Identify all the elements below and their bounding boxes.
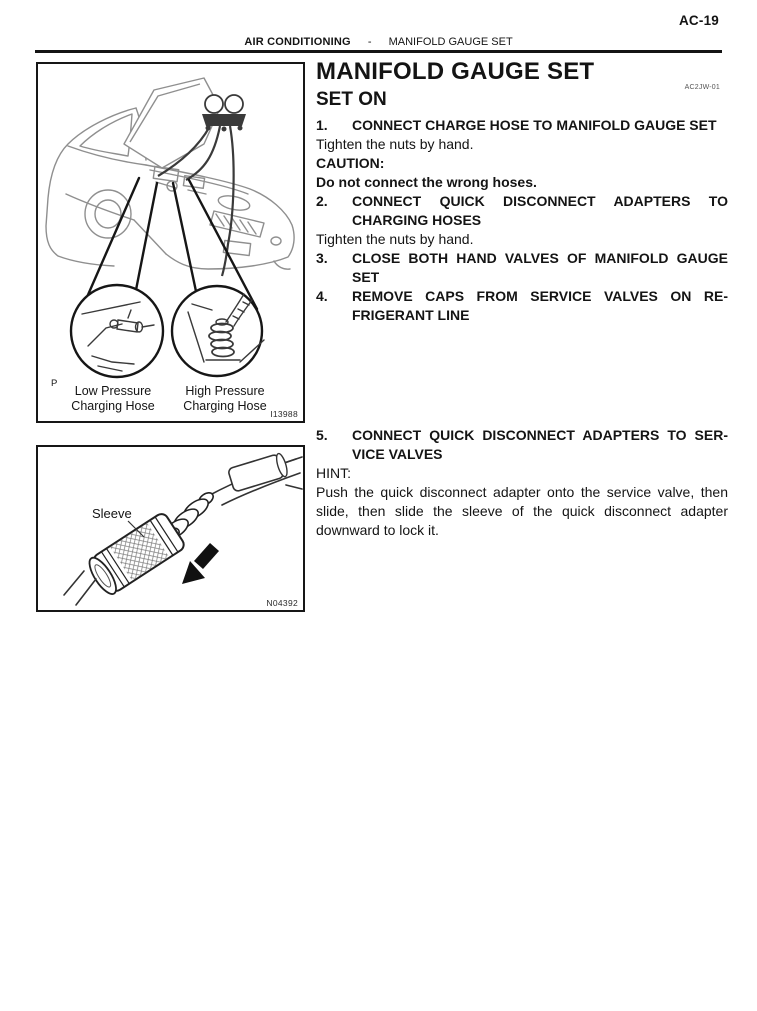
hint-text: Push the quick disconnect adapter onto the service valve, then slide, then slide the sleeve of the quick disconnect adapter downward to lock it. [316, 484, 728, 538]
step-1-text: CONNECT CHARGE HOSE TO MANIFOLD GAUGE SET [352, 117, 717, 133]
figure-quick-disconnect-sleeve [36, 445, 305, 612]
step-2-number: 2. [316, 193, 328, 209]
header-rule [35, 50, 722, 53]
detail-circle-low-pressure [71, 285, 163, 377]
instructions-column [316, 58, 728, 540]
service-valve-pipe [64, 571, 96, 605]
step-5 [316, 426, 728, 464]
step-3-number: 3. [316, 250, 328, 266]
step-1 [316, 116, 728, 135]
step-2 [316, 192, 728, 230]
step-3 [316, 249, 728, 287]
car-engine-bay-illustration [38, 64, 303, 421]
step-4 [316, 287, 728, 325]
step-1-note: Tighten the nuts by hand. [316, 136, 474, 152]
document-revision-code: AC2JW-01 [684, 84, 720, 91]
quick-disconnect-adapter-illustration [38, 447, 303, 610]
sleeve-label: Sleeve [92, 506, 132, 521]
hint-label: HINT: [316, 465, 351, 481]
step-4-text: REMOVE CAPS FROM SERVICE VALVES ON RE-FRIGERANT LINE [352, 288, 728, 323]
figure1-code: I13988 [270, 409, 298, 419]
low-pressure-hose-label: Low Pressure Charging Hose [71, 384, 155, 413]
figure2-code: N04392 [266, 598, 298, 608]
high-pressure-hose-label: High Pressure Charging Hose [183, 384, 267, 413]
caution-text: Do not connect the wrong hoses. [316, 174, 537, 190]
detail-circle-high-pressure [172, 286, 264, 376]
procedure-title: SET ON [316, 89, 387, 110]
step-1-number: 1. [316, 117, 328, 133]
running-header [35, 36, 722, 48]
page-title: MANIFOLD GAUGE SET [316, 58, 595, 85]
adapter-sleeve [85, 511, 187, 597]
footnote-marker: P [51, 378, 58, 389]
step-5-number: 5. [316, 427, 328, 443]
step-2-text: CONNECT QUICK DISCONNECT ADAPTERS TO CHARGING HOSES [352, 193, 728, 228]
step-2-note: Tighten the nuts by hand. [316, 231, 474, 247]
step-4-number: 4. [316, 288, 328, 304]
step-3-text: CLOSE BOTH HAND VALVES OF MANIFOLD GAUGE SET [352, 250, 728, 285]
header-dash: - [367, 36, 372, 48]
figure-manifold-gauge-install [36, 62, 305, 423]
caution-label: CAUTION: [316, 155, 385, 171]
page-number: AC-19 [678, 13, 719, 28]
slide-direction-arrow [182, 543, 219, 584]
step-5-text: CONNECT QUICK DISCONNECT ADAPTERS TO SER-VICE VALVES [352, 427, 728, 462]
hose-ferrule [228, 452, 290, 492]
header-subsection: MANIFOLD GAUGE SET [388, 36, 513, 48]
header-section: AIR CONDITIONING [244, 36, 351, 48]
